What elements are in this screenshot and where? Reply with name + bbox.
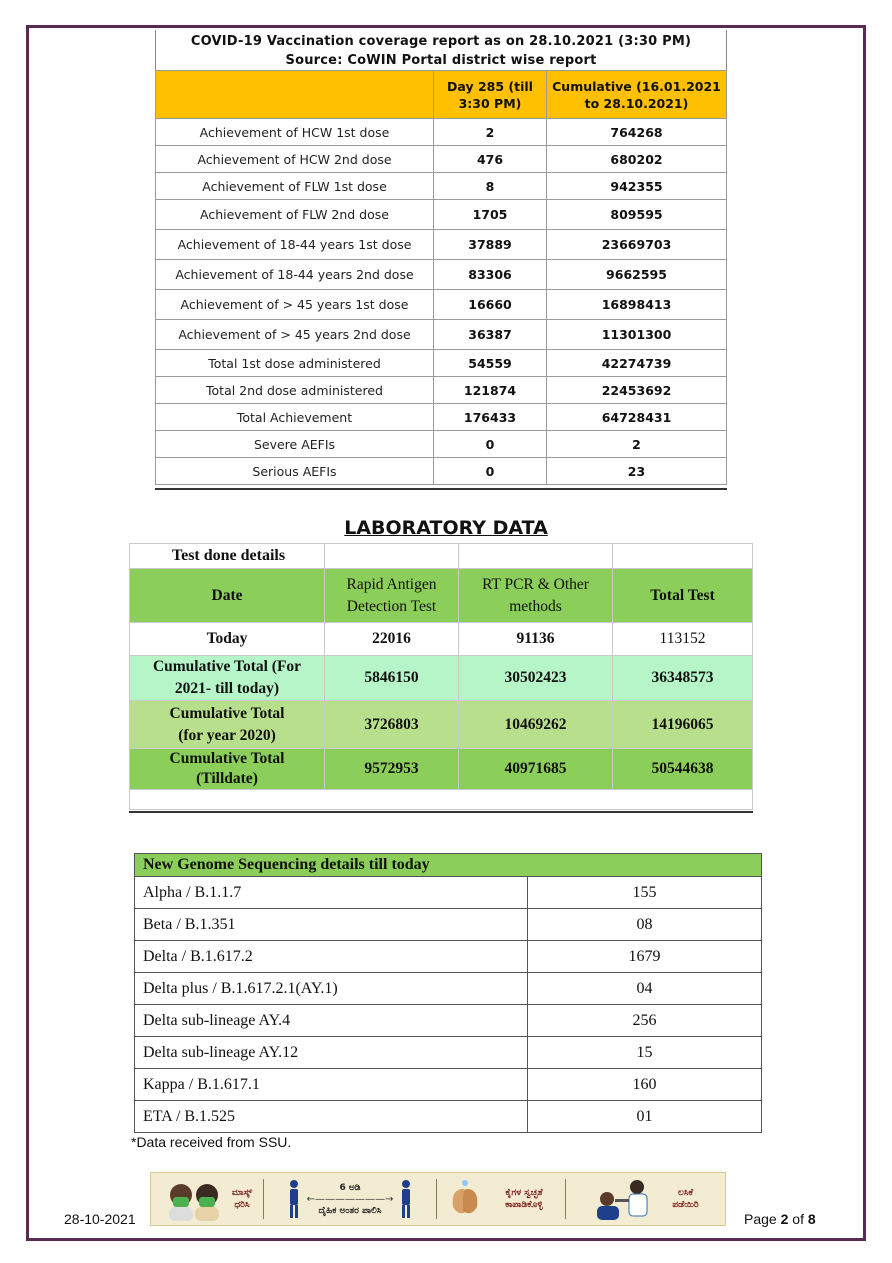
- genome-variant-name: Kappa / B.1.617.1: [135, 1069, 528, 1101]
- genome-variant-name: Alpha / B.1.1.7: [135, 877, 528, 909]
- lab-blank-cell: [130, 790, 753, 810]
- lab-cell-rtpcr: 91136: [459, 623, 613, 656]
- lab-row-blank: [130, 790, 753, 810]
- vaccination-row-day: 2: [434, 119, 547, 146]
- vaccination-row-cumulative: 23: [547, 458, 727, 485]
- vaccination-row: [156, 431, 727, 458]
- vaccination-row: [156, 320, 727, 350]
- vaccination-row-day: 1705: [434, 200, 547, 230]
- vaccination-row-label: Achievement of HCW 1st dose: [156, 119, 434, 146]
- lab-section: [129, 543, 753, 813]
- genome-variant-count: 04: [528, 973, 762, 1005]
- banner-mask-text: ಮಾಸ್ಕ್ ಧರಿಸಿ: [231, 1188, 253, 1210]
- page-prefix: Page: [744, 1211, 777, 1227]
- lab-section-label: Test done details: [130, 544, 325, 569]
- lab-cell-rat: 9572953: [325, 749, 459, 790]
- lab-row-cumulative-2020: [130, 701, 753, 749]
- lab-row-today: [130, 623, 753, 656]
- genome-note: *Data received from SSU.: [131, 1134, 292, 1150]
- vaccination-row-cumulative: 11301300: [547, 320, 727, 350]
- vaccination-row-label: Achievement of HCW 2nd dose: [156, 146, 434, 173]
- lab-cell-date: Cumulative Total (for year 2020): [130, 701, 325, 749]
- genome-variant-name: Beta / B.1.351: [135, 909, 528, 941]
- lab-cell-total: 14196065: [613, 701, 753, 749]
- vaccination-row: [156, 200, 727, 230]
- page-total: 8: [807, 1211, 816, 1227]
- banner-mask-segment: [151, 1173, 263, 1225]
- vaccination-row: [156, 458, 727, 485]
- vaccination-title-line1: COVID-19 Vaccination coverage report as on 28.10.2021 (3:30 PM): [190, 34, 692, 49]
- vaccination-row: [156, 119, 727, 146]
- vaccination-row: [156, 230, 727, 260]
- lab-cell-rtpcr: 30502423: [459, 656, 613, 701]
- lab-cell-total: 36348573: [613, 656, 753, 701]
- vaccination-row-day: 8: [434, 173, 547, 200]
- lab-title: [0, 517, 892, 539]
- vaccination-row-day: 54559: [434, 350, 547, 377]
- vaccination-row: [156, 173, 727, 200]
- vaccination-header-day: Day 285 (till 3:30 PM): [434, 71, 547, 119]
- lab-row-cumulative-tilldate: [130, 749, 753, 790]
- vaccination-row-cumulative: 2: [547, 431, 727, 458]
- genome-variant-count: 256: [528, 1005, 762, 1037]
- vaccination-row-day: 121874: [434, 377, 547, 404]
- lab-cell-rtpcr: 10469262: [459, 701, 613, 749]
- banner-wash-segment: [437, 1173, 565, 1225]
- vaccination-row-label: Serious AEFIs: [156, 458, 434, 485]
- vaccination-row-label: Achievement of FLW 1st dose: [156, 173, 434, 200]
- vaccination-row-cumulative: 64728431: [547, 404, 727, 431]
- vaccination-row: [156, 404, 727, 431]
- vaccination-row-day: 37889: [434, 230, 547, 260]
- person-icon: [287, 1179, 301, 1219]
- person-icon: [399, 1179, 413, 1219]
- genome-variant-count: 01: [528, 1101, 762, 1133]
- genome-variant-count: 08: [528, 909, 762, 941]
- vaccination-row-label: Achievement of 18-44 years 2nd dose: [156, 260, 434, 290]
- genome-row: [135, 909, 762, 941]
- vaccination-row-label: Achievement of 18-44 years 1st dose: [156, 230, 434, 260]
- vaccination-row-label: Severe AEFIs: [156, 431, 434, 458]
- vaccination-row-day: 476: [434, 146, 547, 173]
- vaccination-row-cumulative: 942355: [547, 173, 727, 200]
- lab-section-label-row: [130, 544, 753, 569]
- genome-row: [135, 1037, 762, 1069]
- vaccination-title: [155, 30, 727, 70]
- genome-row: [135, 1069, 762, 1101]
- genome-row: [135, 1101, 762, 1133]
- lab-cell-rat: 3726803: [325, 701, 459, 749]
- vaccination-header-label: [156, 71, 434, 119]
- vaccination-row: [156, 377, 727, 404]
- banner-wash-text: ಕೈಗಳ ಸ್ವಚ್ಛತೆ ಕಾಪಾಡಿಕೊಳ್ಳಿ: [505, 1188, 543, 1210]
- genome-section: [134, 853, 762, 1133]
- lab-cell-total: 113152: [613, 623, 753, 656]
- lab-cell-date: Today: [130, 623, 325, 656]
- banner-distance-bottom: ದೈಹಿಕ ಅಂತರ ಪಾಲಿಸಿ: [318, 1205, 382, 1216]
- genome-row: [135, 1005, 762, 1037]
- banner-distance-segment: [264, 1173, 436, 1225]
- lab-empty-cell: [325, 544, 459, 569]
- vaccination-row-label: Total 2nd dose administered: [156, 377, 434, 404]
- vaccination-row-cumulative: 42274739: [547, 350, 727, 377]
- vaccination-bottom-rule: [155, 487, 727, 490]
- lab-bottom-rule: [129, 810, 753, 813]
- genome-variant-count: 15: [528, 1037, 762, 1069]
- genome-variant-name: Delta plus / B.1.617.2.1(AY.1): [135, 973, 528, 1005]
- lab-col-rtpcr: RT PCR & Other methods: [459, 569, 613, 623]
- genome-variant-name: ETA / B.1.525: [135, 1101, 528, 1133]
- vaccination-section: [155, 30, 727, 490]
- masked-faces-icon: [165, 1177, 225, 1221]
- lab-column-header-row: [130, 569, 753, 623]
- genome-row: [135, 877, 762, 909]
- lab-table: [129, 543, 753, 810]
- vaccination-row-cumulative: 23669703: [547, 230, 727, 260]
- vaccination-row-day: 83306: [434, 260, 547, 290]
- vaccination-row-cumulative: 809595: [547, 200, 727, 230]
- lab-cell-date: Cumulative Total (Tilldate): [130, 749, 325, 790]
- vaccination-row: [156, 290, 727, 320]
- vaccination-row: [156, 260, 727, 290]
- lab-col-total: Total Test: [613, 569, 753, 623]
- genome-variant-name: Delta sub-lineage AY.12: [135, 1037, 528, 1069]
- lab-row-cumulative-2021: [130, 656, 753, 701]
- banner-vaccine-segment: [566, 1173, 725, 1225]
- lab-title-text: LABORATORY DATA: [344, 517, 548, 539]
- lab-cell-rat: 22016: [325, 623, 459, 656]
- double-arrow-icon: ←———————→: [306, 1193, 394, 1205]
- vaccination-row-cumulative: 764268: [547, 119, 727, 146]
- genome-row: [135, 973, 762, 1005]
- page-number: [744, 1211, 816, 1227]
- page-current: 2: [780, 1211, 789, 1227]
- vaccination-row-day: 0: [434, 458, 547, 485]
- awareness-banner: [150, 1172, 726, 1226]
- vaccination-header-row: [156, 71, 727, 119]
- lab-cell-date: Cumulative Total (For 2021- till today): [130, 656, 325, 701]
- vaccination-row-label: Achievement of FLW 2nd dose: [156, 200, 434, 230]
- banner-distance-text: [307, 1182, 394, 1217]
- genome-variant-count: 160: [528, 1069, 762, 1101]
- lab-empty-cell: [459, 544, 613, 569]
- vaccination-row-label: Achievement of > 45 years 1st dose: [156, 290, 434, 320]
- lab-col-date: Date: [130, 569, 325, 623]
- page-of: of: [792, 1211, 804, 1227]
- genome-variant-name: Delta sub-lineage AY.4: [135, 1005, 528, 1037]
- vaccination-row-day: 36387: [434, 320, 547, 350]
- banner-vaccine-text: ಲಸಿಕೆ ಪಡೆಯಿರಿ: [672, 1188, 699, 1210]
- vaccination-icon: [589, 1177, 659, 1221]
- lab-col-rat: Rapid Antigen Detection Test: [325, 569, 459, 623]
- vaccination-row-day: 0: [434, 431, 547, 458]
- vaccination-row: [156, 146, 727, 173]
- lab-cell-rat: 5846150: [325, 656, 459, 701]
- vaccination-row-label: Total 1st dose administered: [156, 350, 434, 377]
- genome-title: New Genome Sequencing details till today: [135, 854, 762, 877]
- vaccination-row-cumulative: 680202: [547, 146, 727, 173]
- vaccination-row-cumulative: 16898413: [547, 290, 727, 320]
- vaccination-row-cumulative: 9662595: [547, 260, 727, 290]
- lab-cell-total: 50544638: [613, 749, 753, 790]
- vaccination-row-cumulative: 22453692: [547, 377, 727, 404]
- banner-distance-top: 6 ಅಡಿ: [339, 1182, 361, 1193]
- vaccination-row-label: Achievement of > 45 years 2nd dose: [156, 320, 434, 350]
- hand-wash-icon: [445, 1177, 485, 1221]
- genome-variant-name: Delta / B.1.617.2: [135, 941, 528, 973]
- vaccination-row-day: 176433: [434, 404, 547, 431]
- genome-variant-count: 1679: [528, 941, 762, 973]
- vaccination-row: [156, 350, 727, 377]
- vaccination-table: [155, 70, 727, 485]
- vaccination-header-cumulative: Cumulative (16.01.2021 to 28.10.2021): [547, 71, 727, 119]
- footer-date: 28-10-2021: [64, 1211, 136, 1227]
- genome-row: [135, 941, 762, 973]
- genome-variant-count: 155: [528, 877, 762, 909]
- vaccination-row-day: 16660: [434, 290, 547, 320]
- genome-table: [134, 853, 762, 1133]
- lab-cell-rtpcr: 40971685: [459, 749, 613, 790]
- lab-empty-cell: [613, 544, 753, 569]
- vaccination-row-label: Total Achievement: [156, 404, 434, 431]
- vaccination-title-line2: Source: CoWIN Portal district wise report: [285, 53, 597, 68]
- genome-header-row: [135, 854, 762, 877]
